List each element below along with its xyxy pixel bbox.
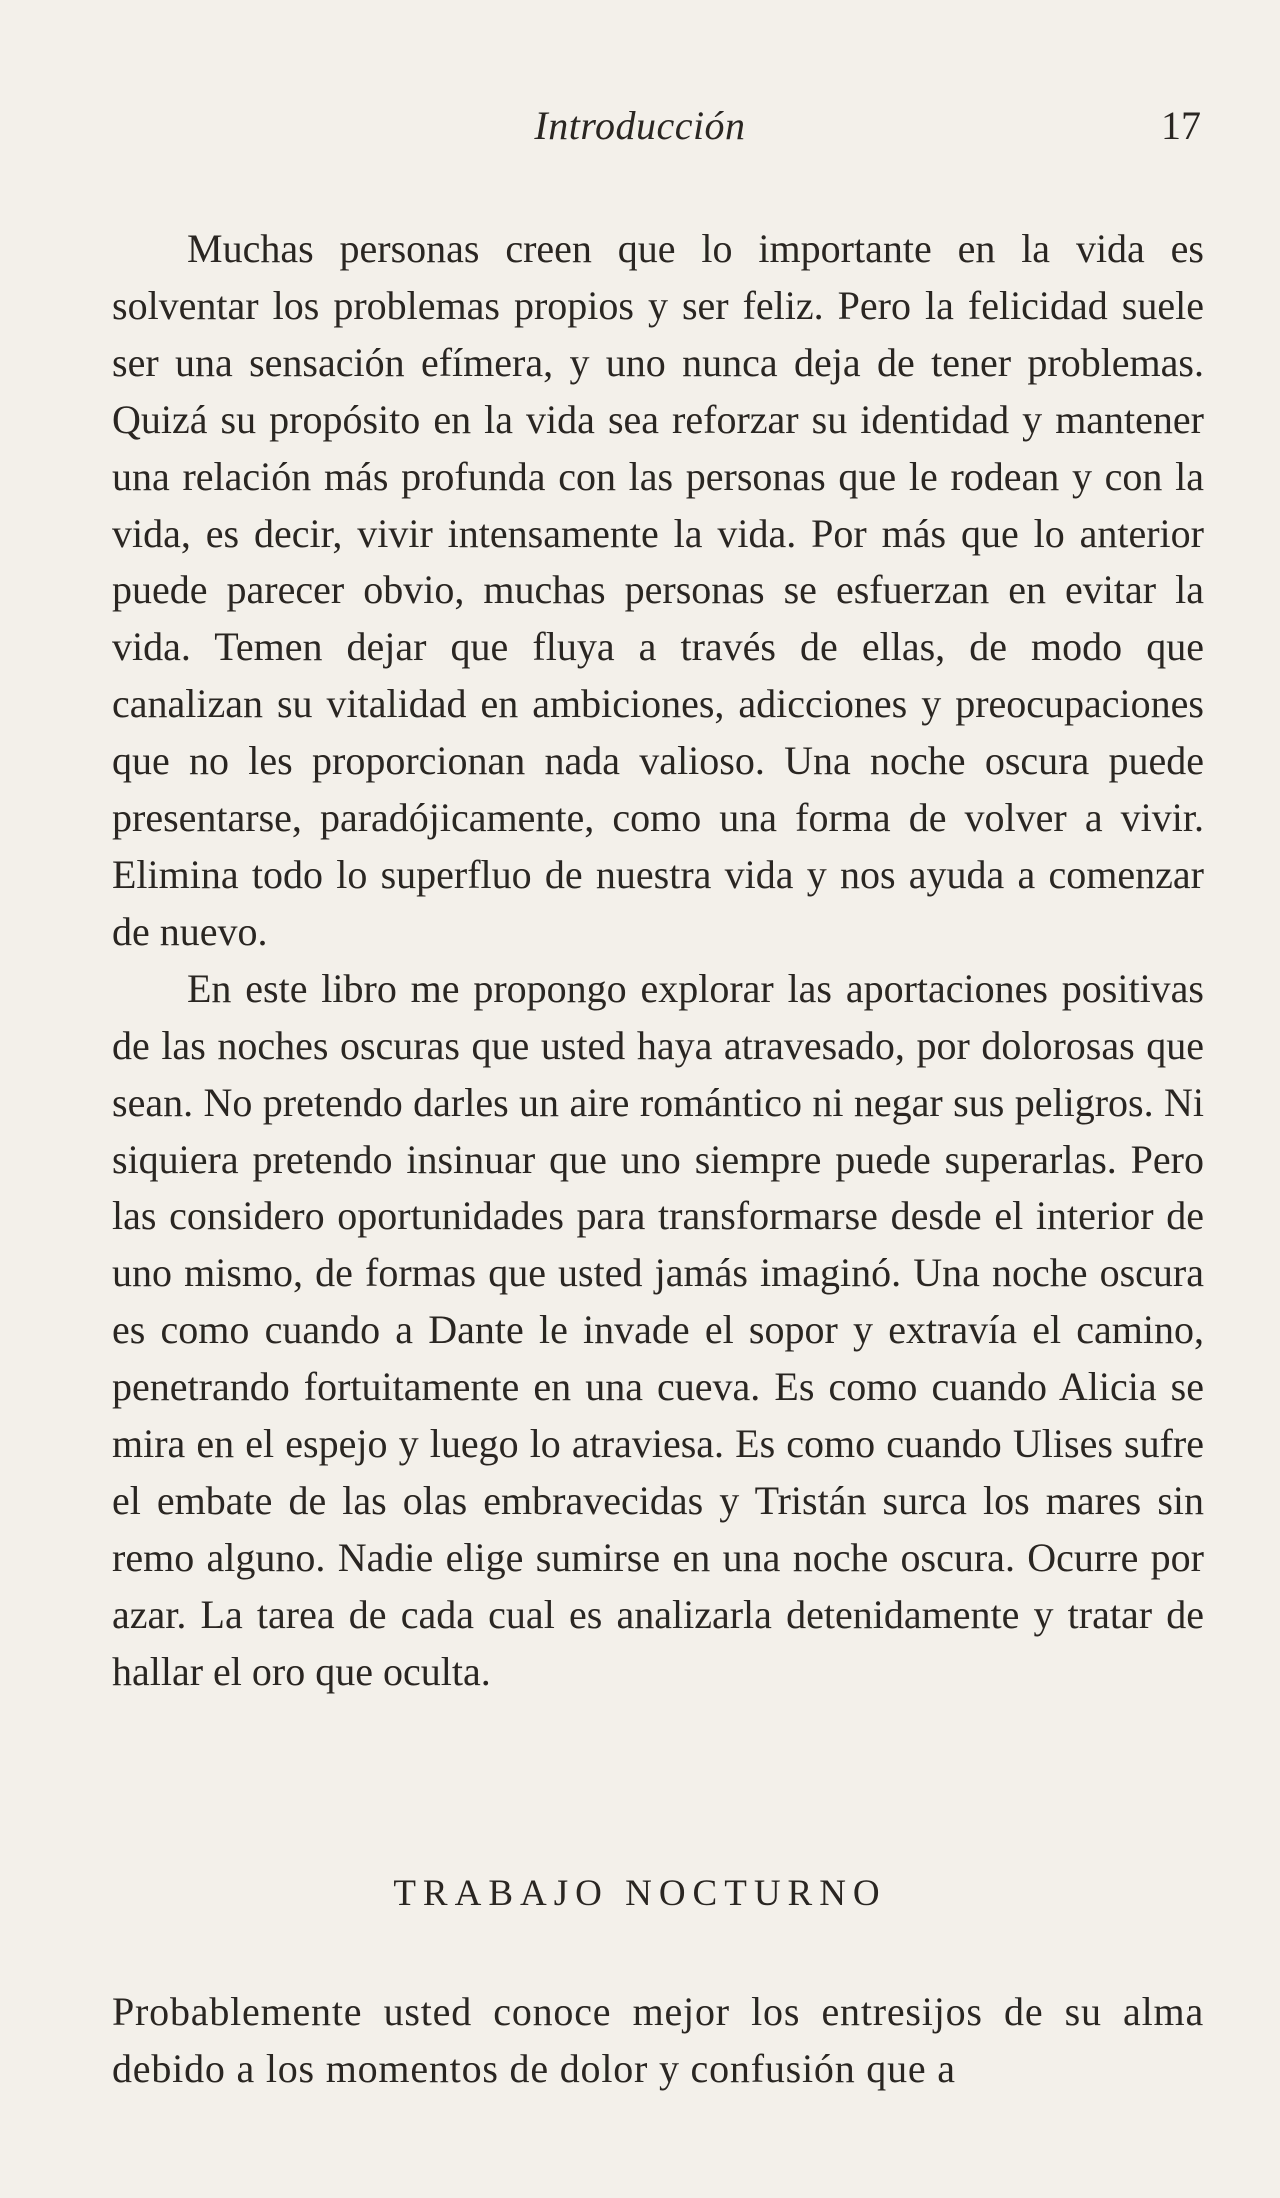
section-paragraph: Probablemente usted conoce mejor los entresijos de su alma debido a los momentos de dolor y confusión que a	[112, 1989, 1204, 2091]
section-heading: TRABAJO NOCTURNO	[393, 1873, 887, 1914]
running-head	[0, 102, 1280, 162]
paragraph-1: Muchas personas creen que lo importante en la vida es solventar los problemas propios y ser feliz. Pero la felicidad suele ser una sensación efímera, y uno nunca deja de tener problemas. Quizá su propósito en la vida sea reforzar su identidad y mantener una relación más profunda con las personas que le rodean y con la vida, es decir, vivir intensamente la vida. Por más que lo anterior puede parecer obvio, muchas personas se esfuerzan en evitar la vida. Temen dejar que fluya a través de ellas, de modo que canalizan su vitalidad en ambiciones, adicciones y preocupaciones que no les proporcionan nada valioso. Una noche oscura puede presentarse, paradójicamente, como una forma de volver a vivir. Elimina todo lo superfluo de nuestra vida y nos ayuda a comenzar de nuevo.	[112, 226, 1204, 954]
paragraph-2: En este libro me propongo explorar las aportaciones positivas de las noches oscuras que usted haya atravesado, por dolorosas que sean. No pretendo darles un aire romántico ni negar sus peligros. Ni siquiera pretendo insinuar que uno siempre puede superarlas. Pero las considero oportunidades para transformarse desde el interior de uno mismo, de formas que usted jamás imaginó. Una noche oscura es como cuando a Dante le invade el sopor y extravía el camino, penetrando fortuitamente en una cueva. Es como cuando Alicia se mira en el espejo y luego lo atraviesa. Es como cuando Ulises sufre el embate de las olas embravecidas y Tristán surca los mares sin remo alguno. Nadie elige sumirse en una noche oscura. Ocurre por azar. La tarea de cada cual es analizarla detenidamente y tratar de hallar el oro que oculta.	[112, 965, 1204, 1694]
running-title: Introducción	[534, 103, 746, 148]
page-number: 17	[1161, 103, 1201, 148]
body-text	[112, 221, 1204, 1701]
section-body	[112, 1984, 1204, 2098]
